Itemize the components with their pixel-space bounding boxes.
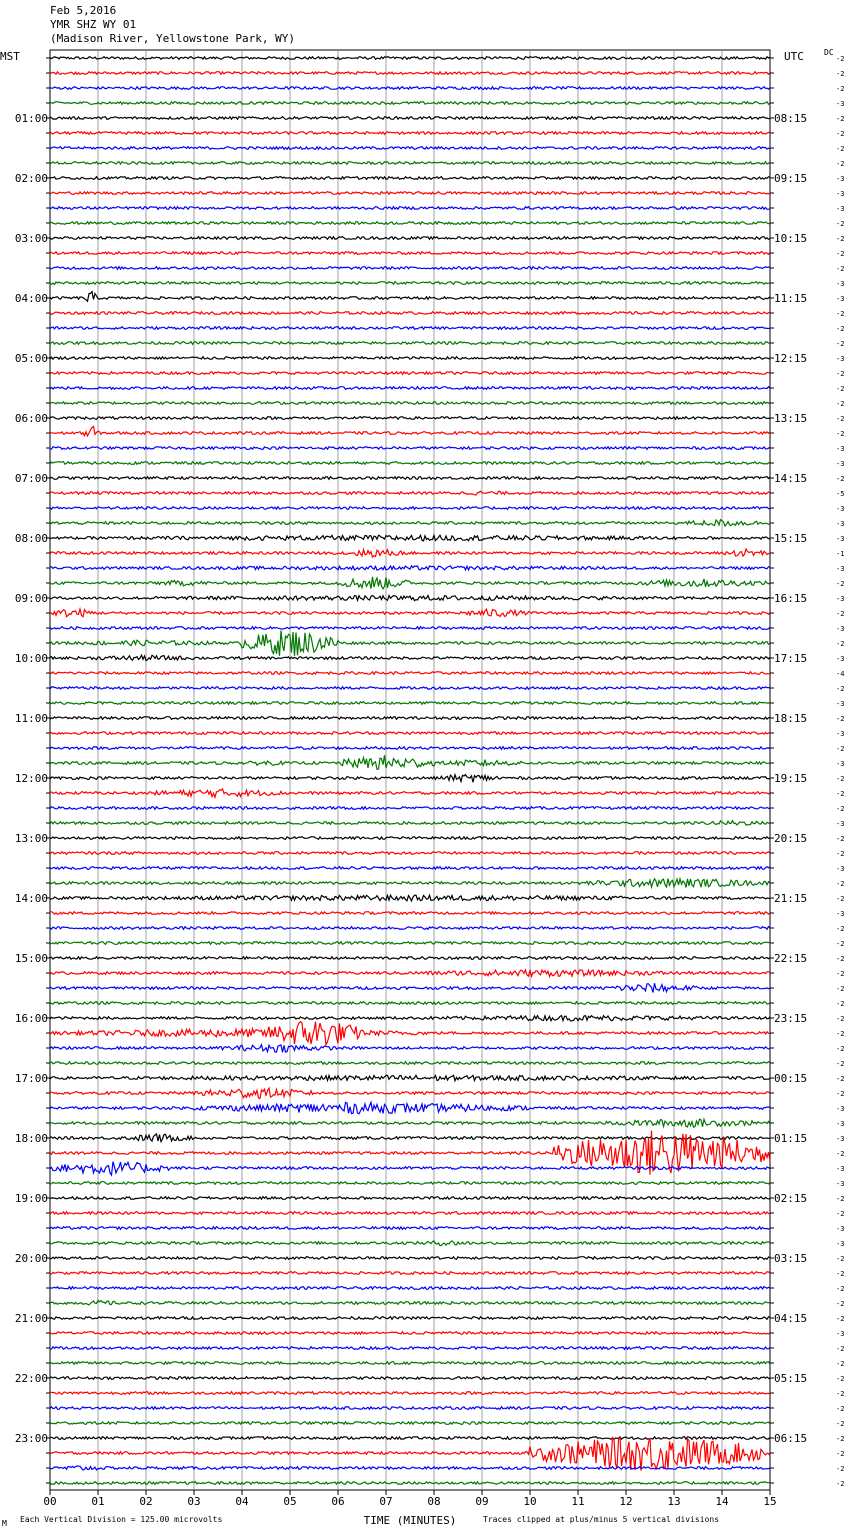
dc-offset-label: -3 <box>836 625 845 633</box>
dc-offset-label: -3 <box>836 505 845 513</box>
mst-hour-label: 07:00 <box>14 472 48 485</box>
dc-offset-label: -2 <box>836 640 845 648</box>
mst-hour-label: 10:00 <box>14 652 48 665</box>
utc-hour-label: 11:15 <box>774 292 808 305</box>
dc-offset-label: -2 <box>836 1285 845 1293</box>
dc-offset-label: -3 <box>836 865 845 873</box>
trace-line <box>50 1016 770 1021</box>
mst-hour-label: 02:00 <box>14 172 48 185</box>
trace-line <box>50 402 770 405</box>
mst-hour-label: 12:00 <box>14 772 48 785</box>
dc-offset-label: -2 <box>836 325 845 333</box>
date-label: Feb 5,2016 <box>50 4 117 17</box>
dc-offset-label: -2 <box>836 1390 845 1398</box>
trace-line <box>50 747 770 750</box>
dc-offset-label: -2 <box>836 370 845 378</box>
dc-offset-label: -3 <box>836 730 845 738</box>
mst-hour-label: 13:00 <box>14 832 48 845</box>
x-tick-label: 09 <box>475 1495 489 1508</box>
dc-offset-label: -2 <box>836 1300 845 1308</box>
utc-hour-label: 16:15 <box>774 592 808 605</box>
footer-mark: M <box>2 1519 7 1528</box>
utc-hour-label: 13:15 <box>774 412 808 425</box>
dc-offset-label: -2 <box>836 1435 845 1443</box>
dc-offset-label: -2 <box>836 805 845 813</box>
dc-offset-label: -2 <box>836 1000 845 1008</box>
dc-offset-label: -2 <box>836 775 845 783</box>
x-tick-label: 00 <box>43 1495 57 1508</box>
trace-line <box>50 447 770 450</box>
utc-hour-label: 23:15 <box>774 1012 808 1025</box>
dc-offset-label: -2 <box>836 1465 845 1473</box>
mst-hour-label: 04:00 <box>14 292 48 305</box>
trace-line <box>50 1257 770 1260</box>
dc-offset-label: -3 <box>836 1120 845 1128</box>
trace-line <box>50 1088 770 1098</box>
trace-line <box>50 1162 770 1176</box>
trace-line <box>50 755 770 769</box>
dc-offset-label: -2 <box>836 925 845 933</box>
dc-offset-label: -2 <box>836 265 845 273</box>
trace-line <box>50 312 770 315</box>
utc-hour-label: 14:15 <box>774 472 808 485</box>
utc-hour-label: 17:15 <box>774 652 808 665</box>
utc-hour-label: 18:15 <box>774 712 808 725</box>
trace-line <box>50 222 770 225</box>
trace-line <box>50 417 770 420</box>
dc-offset-label: -2 <box>836 715 845 723</box>
trace-line <box>50 957 770 960</box>
dc-offset-label: -3 <box>836 1240 845 1248</box>
dc-offset-label: -2 <box>836 940 845 948</box>
trace-line <box>50 577 770 589</box>
x-tick-label: 13 <box>667 1495 681 1508</box>
trace-line <box>50 357 770 360</box>
mst-hour-label: 15:00 <box>14 952 48 965</box>
dc-offset-label: -2 <box>836 610 845 618</box>
dc-offset-label: -2 <box>836 745 845 753</box>
trace-line <box>50 807 770 810</box>
dc-offset-label: -3 <box>836 280 845 288</box>
dc-offset-label: -2 <box>836 1150 845 1158</box>
dc-offset-label: -2 <box>836 895 845 903</box>
dc-offset-label: -2 <box>836 1255 845 1263</box>
mst-hour-label: 23:00 <box>14 1432 48 1445</box>
x-tick-label: 14 <box>715 1495 729 1508</box>
trace-line <box>50 491 770 495</box>
dc-offset-label: -2 <box>836 160 845 168</box>
utc-hour-label: 15:15 <box>774 532 808 545</box>
trace-line <box>50 927 770 930</box>
dc-offset-label: -3 <box>836 445 845 453</box>
trace-line <box>50 609 770 617</box>
mst-label: MST <box>0 50 20 63</box>
trace-line <box>50 267 770 270</box>
dc-offset-label: -2 <box>836 790 845 798</box>
utc-hour-label: 03:15 <box>774 1252 808 1265</box>
dc-offset-label: -3 <box>836 520 845 528</box>
trace-line <box>50 520 770 526</box>
dc-offset-label: -3 <box>836 1180 845 1188</box>
trace-line <box>50 282 770 285</box>
utc-hour-label: 02:15 <box>774 1192 808 1205</box>
x-tick-label: 15 <box>763 1495 777 1508</box>
utc-hour-label: 09:15 <box>774 172 808 185</box>
trace-line <box>50 1045 770 1053</box>
mst-hour-label: 14:00 <box>14 892 48 905</box>
mst-hour-label: 21:00 <box>14 1312 48 1325</box>
dc-offset-label: -3 <box>836 565 845 573</box>
dc-offset-label: -2 <box>836 475 845 483</box>
trace-line <box>50 1062 770 1065</box>
dc-offset-label: -2 <box>836 310 845 318</box>
trace-line <box>50 821 770 826</box>
dc-offset-label: -3 <box>836 355 845 363</box>
dc-offset-label: -2 <box>836 415 845 423</box>
dc-offset-label: -3 <box>836 655 845 663</box>
trace-line <box>50 57 770 60</box>
trace-line <box>50 895 770 901</box>
trace-line <box>50 1102 770 1114</box>
trace-line <box>50 837 770 840</box>
dc-offset-label: -3 <box>836 1225 845 1233</box>
trace-line <box>50 1075 770 1080</box>
dc-offset-label: -3 <box>836 595 845 603</box>
dc-offset-label: -4 <box>836 670 845 678</box>
dc-offset-label: -2 <box>836 1360 845 1368</box>
utc-hour-label: 22:15 <box>774 952 808 965</box>
dc-offset-label: -3 <box>836 1330 845 1338</box>
trace-line <box>50 72 770 75</box>
scale-note: Each Vertical Division = 125.00 microvolts <box>20 1515 223 1524</box>
trace-line <box>50 1002 770 1005</box>
trace-line <box>50 732 770 735</box>
dc-offset-label: -2 <box>836 955 845 963</box>
trace-line <box>50 1227 770 1230</box>
trace-line <box>50 970 770 977</box>
dc-offset-label: -2 <box>836 340 845 348</box>
trace-line <box>50 566 770 570</box>
trace-line <box>50 327 770 330</box>
clip-note: Traces clipped at plus/minus 5 vertical divisions <box>483 1515 720 1524</box>
trace-line <box>50 1212 770 1215</box>
dc-offset-label: -2 <box>836 1345 845 1353</box>
x-tick-label: 08 <box>427 1495 441 1508</box>
utc-hour-label: 20:15 <box>774 832 808 845</box>
trace-line <box>50 867 770 870</box>
trace-line <box>50 1287 770 1290</box>
x-tick-label: 07 <box>379 1495 393 1508</box>
mst-hour-label: 22:00 <box>14 1372 48 1385</box>
x-tick-label: 02 <box>139 1495 153 1508</box>
dc-offset-label: -2 <box>836 1270 845 1278</box>
trace-line <box>50 1332 770 1335</box>
dc-offset-label: -2 <box>836 835 845 843</box>
dc-offset-label: -2 <box>836 1405 845 1413</box>
station-label: YMR SHZ WY 01 <box>50 18 137 31</box>
mst-hour-label: 18:00 <box>14 1132 48 1145</box>
trace-line <box>50 1362 770 1365</box>
trace-line <box>50 102 770 105</box>
mst-hour-label: 06:00 <box>14 412 48 425</box>
dc-offset-label: -3 <box>836 820 845 828</box>
trace-line <box>50 1197 770 1200</box>
dc-offset-label: -2 <box>836 1450 845 1458</box>
trace-line <box>50 1482 770 1485</box>
trace-line <box>50 252 770 255</box>
trace-line <box>50 132 770 135</box>
utc-hour-label: 05:15 <box>774 1372 808 1385</box>
utc-hour-label: 01:15 <box>774 1132 808 1145</box>
trace-line <box>50 852 770 855</box>
trace-line <box>50 879 770 888</box>
dc-offset-label: -5 <box>836 490 845 498</box>
dc-offset-label: -3 <box>836 175 845 183</box>
trace-line <box>50 1182 770 1185</box>
trace-line <box>50 702 770 705</box>
dc-label: DC <box>824 48 834 57</box>
utc-hour-label: 08:15 <box>774 112 808 125</box>
x-tick-label: 12 <box>619 1495 633 1508</box>
trace-line <box>50 983 770 992</box>
dc-offset-label: -3 <box>836 1165 845 1173</box>
trace-line <box>50 789 770 797</box>
dc-offset-label: -2 <box>836 1315 845 1323</box>
trace-line <box>50 507 770 510</box>
trace-line <box>50 1119 770 1127</box>
dc-offset-label: -2 <box>836 1210 845 1218</box>
mst-hour-label: 09:00 <box>14 592 48 605</box>
utc-hour-label: 04:15 <box>774 1312 808 1325</box>
x-tick-label: 05 <box>283 1495 297 1508</box>
trace-line <box>50 462 770 465</box>
x-tick-label: 03 <box>187 1495 201 1508</box>
trace-line <box>50 342 770 345</box>
dc-offset-label: -2 <box>836 400 845 408</box>
dc-offset-label: -3 <box>836 295 845 303</box>
dc-offset-label: -2 <box>836 235 845 243</box>
dc-offset-label: -1 <box>836 550 845 558</box>
dc-offset-label: -2 <box>836 430 845 438</box>
trace-line <box>50 1377 770 1380</box>
dc-offset-label: -2 <box>836 220 845 228</box>
trace-line <box>50 1347 770 1350</box>
mst-hour-label: 17:00 <box>14 1072 48 1085</box>
dc-offset-label: -2 <box>836 130 845 138</box>
dc-offset-label: -2 <box>836 985 845 993</box>
trace-line <box>50 427 770 436</box>
trace-line <box>50 942 770 945</box>
trace-line <box>50 1392 770 1395</box>
dc-offset-label: -2 <box>836 1060 845 1068</box>
trace-line <box>50 912 770 915</box>
mst-hour-label: 20:00 <box>14 1252 48 1265</box>
dc-offset-label: -2 <box>836 1480 845 1488</box>
trace-line <box>50 1437 770 1440</box>
dc-offset-label: -3 <box>836 535 845 543</box>
dc-offset-label: -3 <box>836 760 845 768</box>
dc-offset-label: -2 <box>836 85 845 93</box>
dc-offset-label: -3 <box>836 205 845 213</box>
x-tick-label: 11 <box>571 1495 585 1508</box>
dc-offset-label: -2 <box>836 1075 845 1083</box>
dc-offset-label: -2 <box>836 385 845 393</box>
trace-line <box>50 372 770 375</box>
mst-hour-label: 11:00 <box>14 712 48 725</box>
trace-line <box>50 162 770 165</box>
trace-line <box>50 1022 770 1045</box>
dc-offset-label: -3 <box>836 910 845 918</box>
trace-line <box>50 1300 770 1305</box>
trace-line <box>50 535 770 541</box>
dc-offset-label: -3 <box>836 460 845 468</box>
dc-offset-label: -3 <box>836 100 845 108</box>
dc-offset-label: -2 <box>836 115 845 123</box>
utc-label: UTC <box>784 50 804 63</box>
trace-line <box>50 1317 770 1320</box>
dc-offset-label: -3 <box>836 1135 845 1143</box>
trace-line <box>50 1407 770 1410</box>
dc-offset-label: -2 <box>836 145 845 153</box>
trace-line <box>50 1437 770 1471</box>
trace-line <box>50 687 770 690</box>
utc-hour-label: 10:15 <box>774 232 808 245</box>
mst-hour-label: 16:00 <box>14 1012 48 1025</box>
dc-offset-label: -2 <box>836 850 845 858</box>
dc-offset-label: -3 <box>836 700 845 708</box>
dc-offset-label: -3 <box>836 190 845 198</box>
trace-line <box>50 177 770 180</box>
trace-line <box>50 477 770 480</box>
utc-hour-label: 06:15 <box>774 1432 808 1445</box>
trace-line <box>50 1272 770 1275</box>
dc-offset-label: -2 <box>836 970 845 978</box>
x-tick-label: 10 <box>523 1495 537 1508</box>
mst-hour-label: 08:00 <box>14 532 48 545</box>
trace-line <box>50 87 770 90</box>
dc-offset-label: -2 <box>836 1375 845 1383</box>
trace-line <box>50 655 770 661</box>
dc-offset-label: -2 <box>836 685 845 693</box>
trace-line <box>50 627 770 630</box>
trace-line <box>50 549 770 557</box>
trace-line <box>50 237 770 240</box>
dc-offset-label: -3 <box>836 1105 845 1113</box>
trace-line <box>50 1422 770 1425</box>
dc-offset-label: -2 <box>836 580 845 588</box>
trace-line <box>50 717 770 720</box>
dc-offset-label: -2 <box>836 70 845 78</box>
trace-line <box>50 117 770 120</box>
mst-hour-label: 05:00 <box>14 352 48 365</box>
mst-hour-label: 01:00 <box>14 112 48 125</box>
trace-line <box>50 192 770 195</box>
trace-line <box>50 775 770 783</box>
trace-line <box>50 672 770 675</box>
x-tick-label: 04 <box>235 1495 249 1508</box>
x-tick-label: 06 <box>331 1495 345 1508</box>
trace-line <box>50 387 770 390</box>
trace-line <box>50 631 770 656</box>
dc-offset-label: -2 <box>836 1195 845 1203</box>
utc-hour-label: 12:15 <box>774 352 808 365</box>
x-axis-label: TIME (MINUTES) <box>363 1514 457 1527</box>
dc-offset-label: -2 <box>836 1090 845 1098</box>
dc-offset-label: -2 <box>836 1420 845 1428</box>
dc-offset-label: -2 <box>836 1015 845 1023</box>
mst-hour-label: 19:00 <box>14 1192 48 1205</box>
location-label: (Madison River, Yellowstone Park, WY) <box>50 32 296 45</box>
utc-hour-label: 21:15 <box>774 892 808 905</box>
mst-hour-label: 03:00 <box>14 232 48 245</box>
trace-line <box>50 207 770 210</box>
utc-hour-label: 19:15 <box>774 772 808 785</box>
utc-hour-label: 00:15 <box>774 1072 808 1085</box>
trace-line <box>50 147 770 150</box>
dc-offset-label: -2 <box>836 55 845 63</box>
dc-offset-label: -2 <box>836 880 845 888</box>
trace-line <box>50 1466 770 1470</box>
dc-offset-label: -2 <box>836 1030 845 1038</box>
trace-line <box>50 1241 770 1246</box>
dc-offset-label: -2 <box>836 250 845 258</box>
trace-line <box>50 292 770 302</box>
trace-line <box>50 596 770 601</box>
x-tick-label: 01 <box>91 1495 105 1508</box>
dc-offset-label: -2 <box>836 1045 845 1053</box>
